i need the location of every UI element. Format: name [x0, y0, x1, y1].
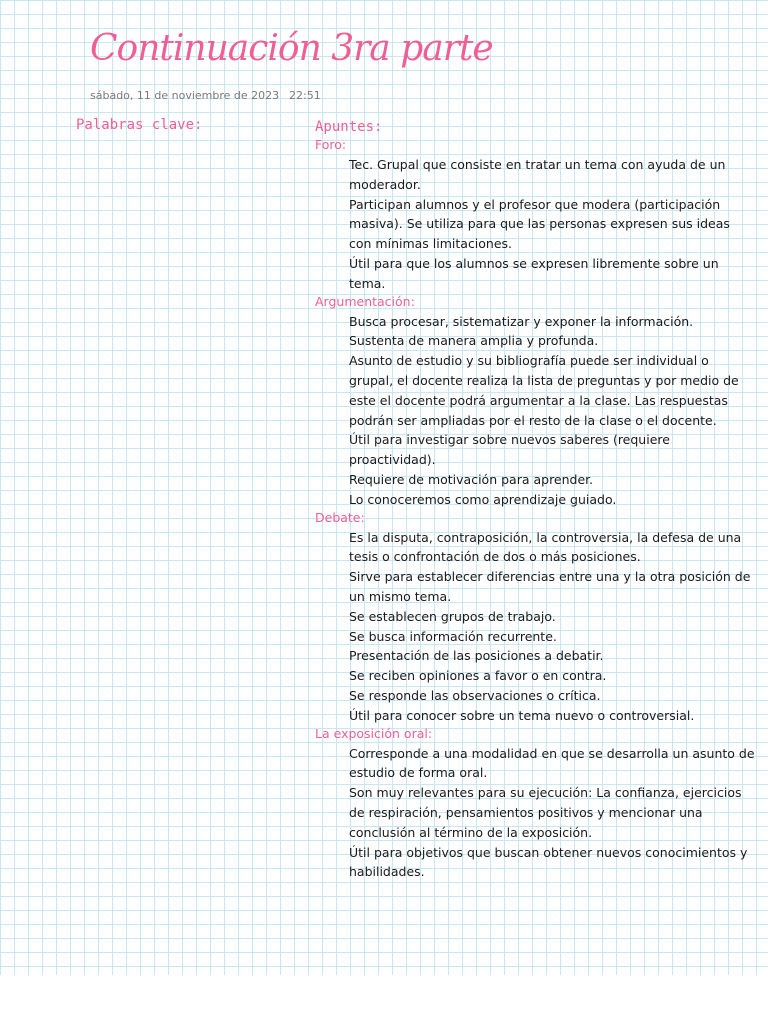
list-item[interactable]: Asunto de estudio y su bibliografía puede ser individual o grupal, el docente realiza la lista de preguntas y por medio de este el docente podrá argumentar a la clase. Las respuestas podrán ser ampliadas por el resto de la clase o el docente. [349, 353, 739, 428]
list-item[interactable]: Útil para investigar sobre nuevos saberes (requiere proactividad). [349, 432, 670, 468]
list-item[interactable]: Requiere de motivación para aprender. [349, 471, 594, 487]
list-item[interactable]: Sirve para establecer diferencias entre una y la otra posición de un mismo tema. [349, 569, 751, 604]
note-date: sábado, 11 de noviembre de 2023 [90, 89, 280, 102]
section-foro [315, 135, 755, 294]
list-item[interactable]: Busca procesar, sistematizar y exponer la información. [349, 313, 694, 329]
list-item[interactable]: Corresponde a una modalidad en que se desarrolla un asunto de estudio de forma oral. [349, 745, 755, 781]
list-item[interactable]: Se busca información recurrente. [349, 628, 557, 644]
section-title[interactable]: Foro: [315, 137, 347, 152]
section-title[interactable]: La exposición oral: [315, 725, 433, 741]
list-item[interactable]: Tec. Grupal que consiste en tratar un tema con ayuda de un moderador. [349, 157, 726, 192]
section-argumentacion [315, 292, 755, 510]
page-title[interactable]: Continuación 3ra parte [90, 28, 493, 69]
section-title[interactable]: Argumentación: [315, 293, 415, 309]
notes-column[interactable] [315, 117, 755, 882]
section-debate [315, 508, 755, 726]
list-item[interactable]: Útil para objetivos que buscan obtener nuevos conocimientos y habilidades. [349, 844, 748, 880]
list-item[interactable]: Útil para conocer sobre un tema nuevo o controversial. [349, 707, 695, 723]
list-item[interactable]: Lo conoceremos como aprendizaje guiado. [349, 491, 617, 507]
section-exposicion-oral [315, 724, 755, 883]
section-title[interactable]: Debate: [315, 509, 365, 525]
list-item[interactable]: Se responde las observaciones o crítica. [349, 687, 601, 703]
keywords-label[interactable]: Palabras clave: [76, 117, 203, 133]
note-time: 22:51 [289, 89, 321, 102]
list-item[interactable]: Se establecen grupos de trabajo. [349, 608, 556, 624]
list-item[interactable]: Son muy relevantes para su ejecución: La confianza, ejercicios de respiración, pensamientos positivos y mencionar una conclusión al término de la exposición. [349, 785, 742, 840]
list-item[interactable]: Sustenta de manera amplia y profunda. [349, 333, 599, 349]
list-item[interactable]: Participan alumnos y el profesor que modera (participación masiva). Se utiliza para que las personas expresen sus ideas con mínimas limitaciones. [349, 196, 730, 252]
list-item[interactable]: Es la disputa, contraposición, la controversia, la defesa de una tesis o confrontación de dos o más posiciones. [349, 529, 742, 565]
list-item[interactable]: Presentación de las posiciones a debatir. [349, 648, 604, 664]
notes-label[interactable]: Apuntes: [315, 119, 383, 135]
list-item[interactable]: Útil para que los alumnos se expresen libremente sobre un tema. [349, 255, 719, 291]
list-item[interactable]: Se reciben opiniones a favor o en contra. [349, 668, 607, 684]
